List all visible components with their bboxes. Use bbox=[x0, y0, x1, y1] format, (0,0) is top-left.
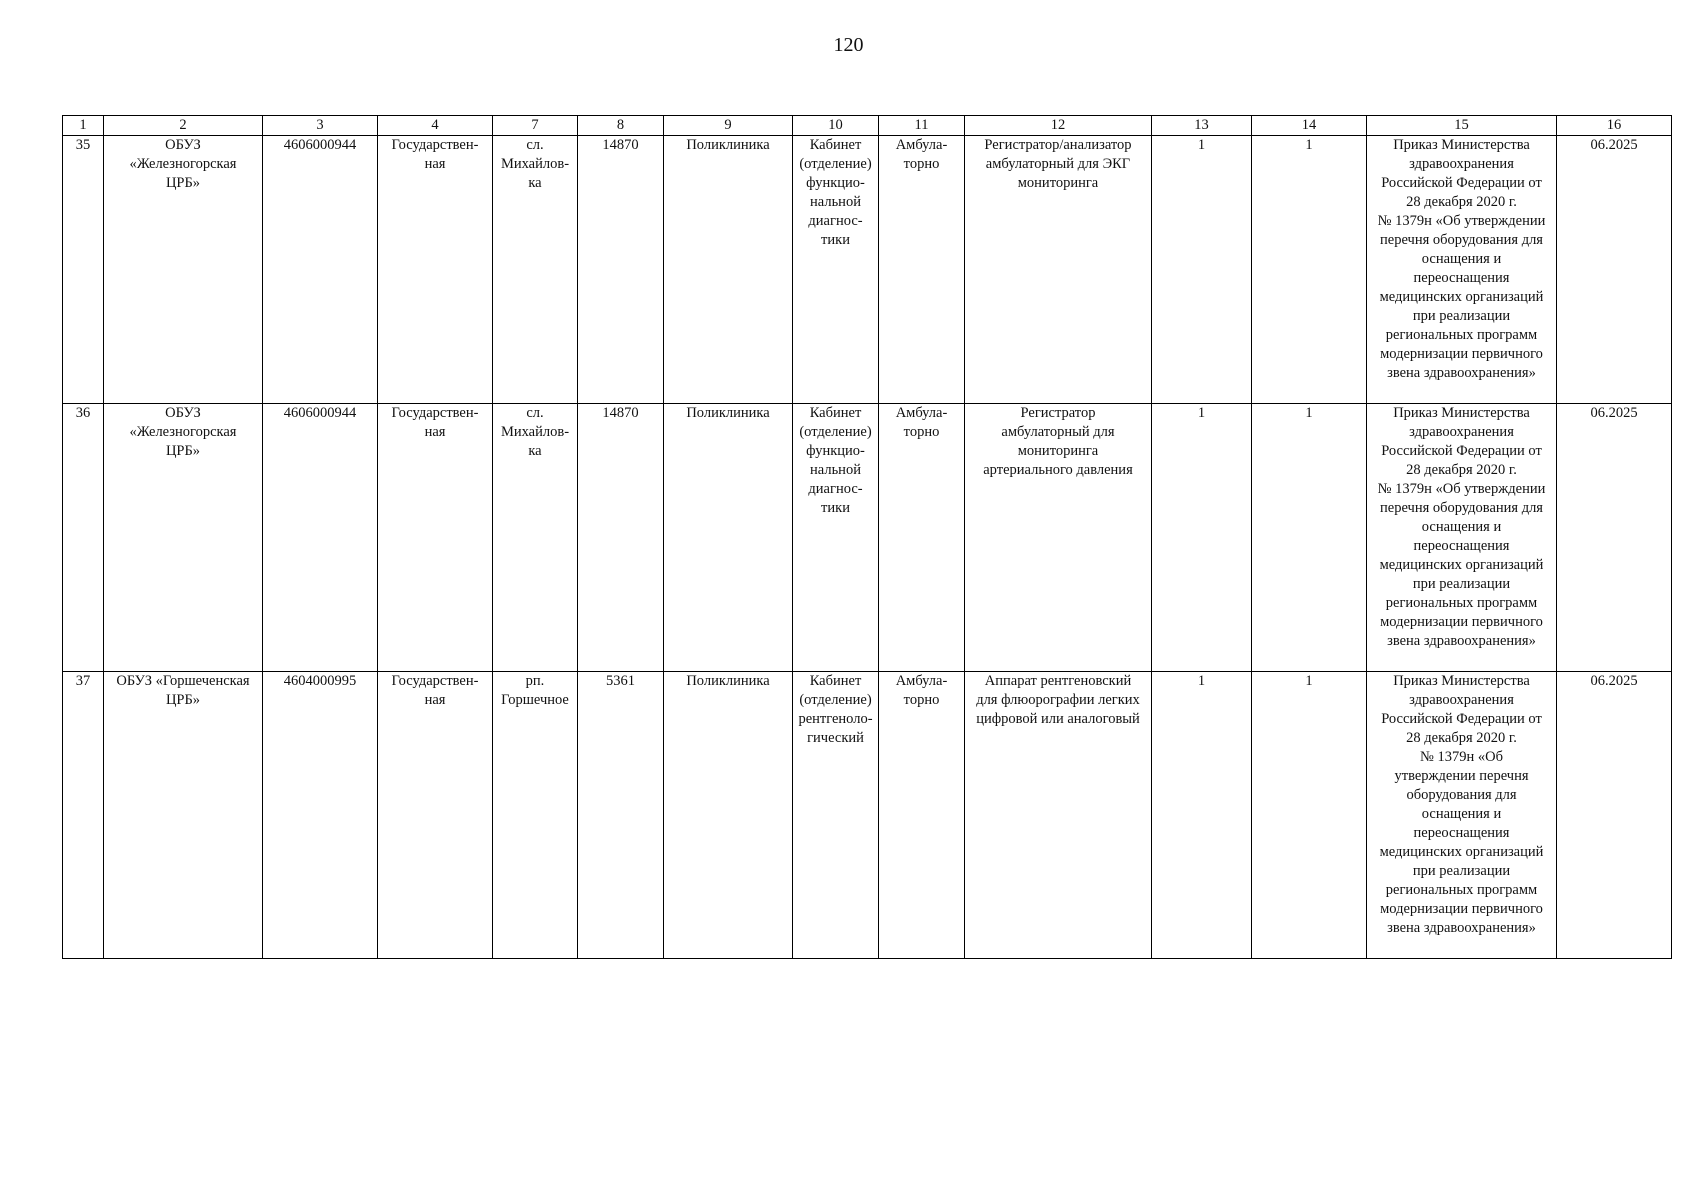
settlement-line: Горшечное bbox=[501, 692, 569, 708]
basis-line: № 1379н «Об bbox=[1420, 749, 1503, 765]
basis-line: модернизации первичного bbox=[1380, 346, 1543, 362]
conditions-line: торно bbox=[903, 424, 940, 440]
department-line: диагнос- bbox=[808, 213, 863, 229]
settlement-cell bbox=[493, 404, 578, 672]
basis-line: региональных программ bbox=[1385, 595, 1538, 611]
table-row bbox=[63, 404, 1672, 672]
basis-line: при реализации bbox=[1412, 576, 1511, 592]
organization-cell bbox=[104, 404, 263, 672]
settlement-line: Михайлов- bbox=[500, 156, 570, 172]
header-cell: 8 bbox=[578, 116, 664, 136]
ownership-line: ная bbox=[424, 692, 446, 708]
basis-line: медицинских организаций bbox=[1379, 557, 1544, 573]
equipment-line: для флюорографии легких bbox=[976, 692, 1140, 708]
conditions-line: Амбула- bbox=[895, 673, 948, 689]
department-line: функцио- bbox=[806, 443, 865, 459]
settlement-cell bbox=[493, 672, 578, 959]
facility-cell: Поликлиника bbox=[664, 672, 793, 959]
organization-line: «Железногорская bbox=[129, 424, 237, 440]
header-cell: 9 bbox=[664, 116, 793, 136]
quantity-cell: 1 bbox=[1152, 404, 1252, 672]
basis-line: Приказ Министерства bbox=[1393, 673, 1530, 689]
department-line: (отделение) bbox=[799, 156, 872, 172]
quantity-cell: 1 bbox=[1252, 136, 1367, 404]
inn-cell: 4606000944 bbox=[263, 136, 378, 404]
basis-cell bbox=[1367, 404, 1557, 672]
basis-line: звена здравоохранения» bbox=[1387, 365, 1536, 381]
basis-line: звена здравоохранения» bbox=[1387, 920, 1536, 936]
department-line: тики bbox=[821, 500, 850, 516]
facility-cell: Поликлиника bbox=[664, 404, 793, 672]
basis-line: оснащения и bbox=[1421, 806, 1502, 822]
basis-line: при реализации bbox=[1412, 308, 1511, 324]
department-line: рентгеноло- bbox=[798, 711, 873, 727]
basis-line: 28 декабря 2020 г. bbox=[1406, 194, 1517, 210]
equipment-line: амбулаторный для ЭКГ bbox=[985, 156, 1131, 172]
department-line: тики bbox=[821, 232, 850, 248]
basis-line: Российской Федерации от bbox=[1381, 443, 1542, 459]
basis-line: перечня оборудования для bbox=[1380, 232, 1543, 248]
basis-line: медицинских организаций bbox=[1379, 844, 1544, 860]
organization-line: ОБУЗ bbox=[165, 137, 201, 153]
department-line: (отделение) bbox=[799, 424, 872, 440]
equipment-line: цифровой или аналоговый bbox=[976, 711, 1140, 727]
basis-line: № 1379н «Об утверждении bbox=[1377, 481, 1546, 497]
basis-line: Российской Федерации от bbox=[1381, 711, 1542, 727]
equipment-cell bbox=[965, 404, 1152, 672]
conditions-line: торно bbox=[903, 692, 940, 708]
settlement-line: рп. bbox=[525, 673, 545, 689]
basis-line: утверждении перечня bbox=[1394, 768, 1529, 784]
facility-cell: Поликлиника bbox=[664, 136, 793, 404]
header-cell: 10 bbox=[793, 116, 879, 136]
equipment-line: Регистратор/анализатор bbox=[984, 137, 1132, 153]
conditions-cell bbox=[879, 404, 965, 672]
basis-line: модернизации первичного bbox=[1380, 901, 1543, 917]
basis-line: № 1379н «Об утверждении bbox=[1377, 213, 1546, 229]
settlement-line: сл. bbox=[526, 137, 544, 153]
organization-cell bbox=[104, 136, 263, 404]
ownership-line: Государствен- bbox=[391, 137, 479, 153]
conditions-line: Амбула- bbox=[895, 137, 948, 153]
header-cell: 1 bbox=[63, 116, 104, 136]
department-cell bbox=[793, 404, 879, 672]
department-line: нальной bbox=[810, 462, 861, 478]
quantity-cell: 1 bbox=[1252, 404, 1367, 672]
table-row bbox=[63, 136, 1672, 404]
conditions-cell bbox=[879, 672, 965, 959]
quantity-cell: 1 bbox=[1252, 672, 1367, 959]
population-cell: 5361 bbox=[578, 672, 664, 959]
header-cell: 16 bbox=[1557, 116, 1672, 136]
basis-line: при реализации bbox=[1412, 863, 1511, 879]
date-cell: 06.2025 bbox=[1557, 136, 1672, 404]
date-cell: 06.2025 bbox=[1557, 672, 1672, 959]
organization-line: «Железногорская bbox=[129, 156, 237, 172]
header-row bbox=[63, 116, 1672, 136]
organization-cell bbox=[104, 672, 263, 959]
settlement-cell bbox=[493, 136, 578, 404]
basis-line: Приказ Министерства bbox=[1393, 137, 1530, 153]
basis-line: здравоохранения bbox=[1409, 156, 1514, 172]
date-cell: 06.2025 bbox=[1557, 404, 1672, 672]
table-row bbox=[63, 672, 1672, 959]
header-cell: 3 bbox=[263, 116, 378, 136]
organization-line: ОБУЗ bbox=[165, 405, 201, 421]
population-cell: 14870 bbox=[578, 404, 664, 672]
row-number-cell: 37 bbox=[63, 672, 104, 959]
basis-line: переоснащения bbox=[1413, 270, 1510, 286]
department-cell bbox=[793, 672, 879, 959]
basis-line: оснащения и bbox=[1421, 251, 1502, 267]
department-cell bbox=[793, 136, 879, 404]
basis-line: здравоохранения bbox=[1409, 424, 1514, 440]
ownership-line: Государствен- bbox=[391, 673, 479, 689]
header-cell: 7 bbox=[493, 116, 578, 136]
conditions-cell bbox=[879, 136, 965, 404]
basis-line: медицинских организаций bbox=[1379, 289, 1544, 305]
ownership-cell bbox=[378, 404, 493, 672]
inn-cell: 4604000995 bbox=[263, 672, 378, 959]
basis-line: перечня оборудования для bbox=[1380, 500, 1543, 516]
basis-line: 28 декабря 2020 г. bbox=[1406, 462, 1517, 478]
department-line: Кабинет bbox=[809, 137, 862, 153]
equipment-cell bbox=[965, 672, 1152, 959]
basis-line: Российской Федерации от bbox=[1381, 175, 1542, 191]
basis-line: переоснащения bbox=[1413, 538, 1510, 554]
page-number: 120 bbox=[833, 34, 864, 56]
settlement-line: ка bbox=[528, 175, 542, 191]
basis-line: Приказ Министерства bbox=[1393, 405, 1530, 421]
equipment-line: Аппарат рентгеновский bbox=[984, 673, 1132, 689]
ownership-line: Государствен- bbox=[391, 405, 479, 421]
organization-line: ОБУЗ «Горшеченская bbox=[116, 673, 250, 689]
quantity-cell: 1 bbox=[1152, 136, 1252, 404]
basis-line: здравоохранения bbox=[1409, 692, 1514, 708]
conditions-line: Амбула- bbox=[895, 405, 948, 421]
header-cell: 2 bbox=[104, 116, 263, 136]
basis-cell bbox=[1367, 672, 1557, 959]
equipment-cell bbox=[965, 136, 1152, 404]
department-line: функцио- bbox=[806, 175, 865, 191]
equipment-line: Регистратор bbox=[1020, 405, 1096, 421]
ownership-cell bbox=[378, 136, 493, 404]
quantity-cell: 1 bbox=[1152, 672, 1252, 959]
department-line: гический bbox=[807, 730, 864, 746]
equipment-line: амбулаторный для bbox=[1001, 424, 1115, 440]
population-cell: 14870 bbox=[578, 136, 664, 404]
equipment-line: мониторинга bbox=[1017, 443, 1099, 459]
organization-line: ЦРБ» bbox=[165, 692, 201, 708]
department-line: диагнос- bbox=[808, 481, 863, 497]
basis-line: оснащения и bbox=[1421, 519, 1502, 535]
basis-cell bbox=[1367, 136, 1557, 404]
department-line: Кабинет bbox=[809, 673, 862, 689]
department-line: нальной bbox=[810, 194, 861, 210]
organization-line: ЦРБ» bbox=[165, 175, 201, 191]
basis-line: региональных программ bbox=[1385, 327, 1538, 343]
department-line: (отделение) bbox=[799, 692, 872, 708]
department-line: Кабинет bbox=[809, 405, 862, 421]
ownership-line: ная bbox=[424, 424, 446, 440]
basis-line: 28 декабря 2020 г. bbox=[1406, 730, 1517, 746]
header-cell: 4 bbox=[378, 116, 493, 136]
basis-line: региональных программ bbox=[1385, 882, 1538, 898]
ownership-line: ная bbox=[424, 156, 446, 172]
basis-line: звена здравоохранения» bbox=[1387, 633, 1536, 649]
inn-cell: 4606000944 bbox=[263, 404, 378, 672]
header-cell: 15 bbox=[1367, 116, 1557, 136]
header-cell: 12 bbox=[965, 116, 1152, 136]
row-number-cell: 36 bbox=[63, 404, 104, 672]
settlement-line: ка bbox=[528, 443, 542, 459]
organization-line: ЦРБ» bbox=[165, 443, 201, 459]
equipment-line: артериального давления bbox=[983, 462, 1133, 478]
header-cell: 13 bbox=[1152, 116, 1252, 136]
basis-line: модернизации первичного bbox=[1380, 614, 1543, 630]
row-number-cell: 35 bbox=[63, 136, 104, 404]
settlement-line: Михайлов- bbox=[500, 424, 570, 440]
conditions-line: торно bbox=[903, 156, 940, 172]
basis-line: оборудования для bbox=[1406, 787, 1517, 803]
header-cell: 11 bbox=[879, 116, 965, 136]
equipment-table bbox=[62, 115, 1672, 959]
ownership-cell bbox=[378, 672, 493, 959]
equipment-line: мониторинга bbox=[1017, 175, 1099, 191]
basis-line: переоснащения bbox=[1413, 825, 1510, 841]
settlement-line: сл. bbox=[526, 405, 544, 421]
header-cell: 14 bbox=[1252, 116, 1367, 136]
